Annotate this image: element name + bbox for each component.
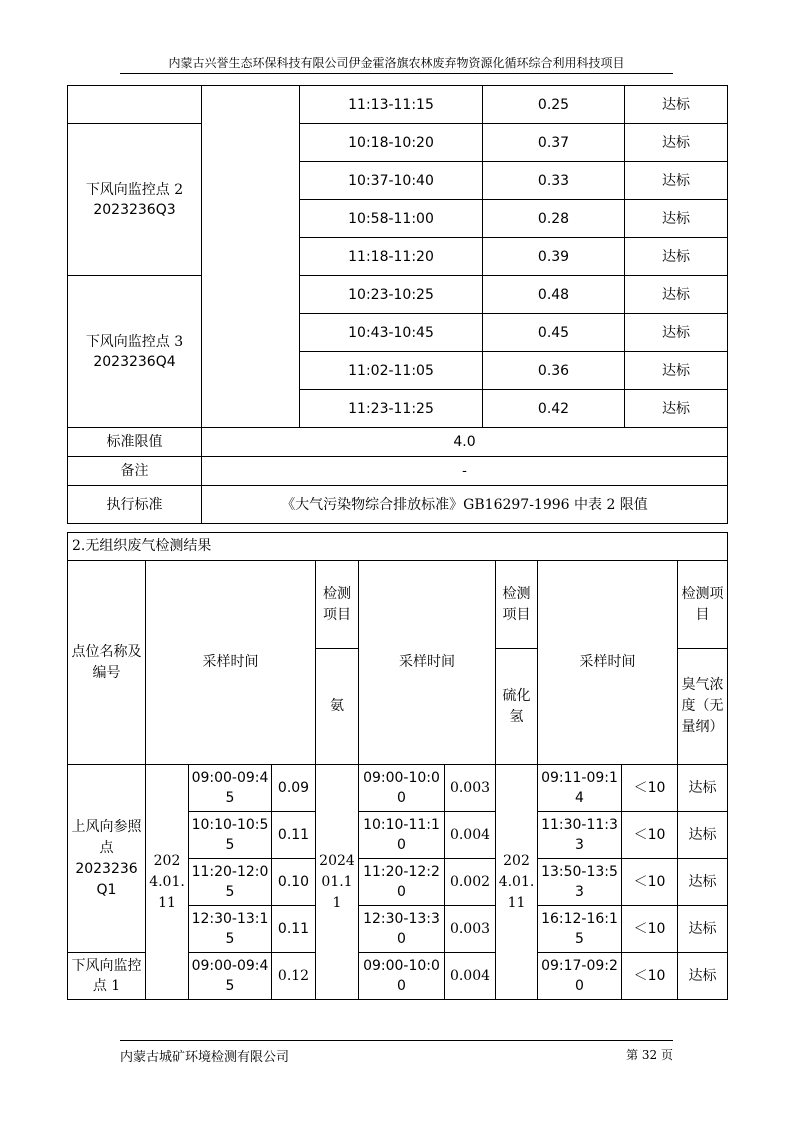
col-point-header: 点位名称及编号 xyxy=(68,561,146,765)
col-item-header: 检测项目 xyxy=(678,561,728,649)
result-cell: 达标 xyxy=(625,124,728,162)
item-h2s: 硫化氢 xyxy=(496,649,538,765)
footer-company: 内蒙古城矿环境检测有限公司 xyxy=(120,1050,290,1065)
monitoring-table-2 xyxy=(67,532,728,1000)
time-cell: 12:30-13:15 xyxy=(189,906,272,953)
table-row xyxy=(68,276,728,314)
time-cell: 10:23-10:25 xyxy=(300,276,483,314)
value-cell: 0.42 xyxy=(483,390,625,428)
result-cell: 达标 xyxy=(625,86,728,124)
monitoring-table-1 xyxy=(67,85,728,524)
odor-value: ＜10 xyxy=(622,859,678,906)
point-cell xyxy=(68,124,202,276)
time-cell: 09:17-09:20 xyxy=(538,953,622,1000)
time-cell: 11:30-11:33 xyxy=(538,812,622,859)
item-nh3: 氨 xyxy=(316,649,359,765)
point-code: 2023236Q1 xyxy=(75,860,138,898)
time-cell: 09:11-09:14 xyxy=(538,765,622,812)
nh3-value: 0.09 xyxy=(272,765,316,812)
odor-value: ＜10 xyxy=(622,765,678,812)
col-time-header: 采样时间 xyxy=(146,561,316,765)
point-name: 上风向参照点 xyxy=(71,818,142,856)
h2s-value: 0.004 xyxy=(445,953,496,1000)
limit-label: 标准限值 xyxy=(68,428,202,457)
value-cell: 0.33 xyxy=(483,162,625,200)
time-cell: 11:20-12:05 xyxy=(189,859,272,906)
date-cell: 2024 01.11 xyxy=(316,765,359,1000)
limit-row xyxy=(68,428,728,457)
remark-row xyxy=(68,457,728,486)
h2s-value: 0.004 xyxy=(445,812,496,859)
result-cell: 达标 xyxy=(625,276,728,314)
time-cell: 09:00-09:45 xyxy=(189,953,272,1000)
time-cell: 09:00-10:00 xyxy=(359,953,445,1000)
value-cell: 0.25 xyxy=(483,86,625,124)
point-cell: 下风向监控点 1 xyxy=(68,953,146,1000)
time-cell: 10:10-10:55 xyxy=(189,812,272,859)
limit-value: 4.0 xyxy=(202,428,728,457)
page-number: 第 32 页 xyxy=(626,1048,673,1062)
time-cell: 11:02-11:05 xyxy=(300,352,483,390)
result-cell: 达标 xyxy=(625,238,728,276)
time-cell: 13:50-13:53 xyxy=(538,859,622,906)
result-cell: 达标 xyxy=(625,162,728,200)
eval-cell: 达标 xyxy=(678,812,728,859)
time-cell: 12:30-13:30 xyxy=(359,906,445,953)
point-code: 2023236Q3 xyxy=(93,201,176,218)
section-row xyxy=(68,533,728,561)
date-cell: 2024.01.11 xyxy=(146,765,189,1000)
eval-cell: 达标 xyxy=(678,906,728,953)
footer-rule xyxy=(120,1040,673,1041)
table-row xyxy=(68,124,728,162)
point-cell xyxy=(68,765,146,953)
value-cell: 0.28 xyxy=(483,200,625,238)
time-cell: 11:13-11:15 xyxy=(300,86,483,124)
time-cell: 10:10-11:10 xyxy=(359,812,445,859)
result-cell: 达标 xyxy=(625,390,728,428)
h2s-value: 0.003 xyxy=(445,765,496,812)
value-cell: 0.48 xyxy=(483,276,625,314)
section-title: 2.无组织废气检测结果 xyxy=(68,533,728,561)
header-rule xyxy=(120,73,673,74)
point-cell-empty xyxy=(68,86,202,124)
eval-cell: 达标 xyxy=(678,953,728,1000)
value-cell: 0.37 xyxy=(483,124,625,162)
eval-cell: 达标 xyxy=(678,859,728,906)
point-name: 下风向监控点 2 xyxy=(85,181,184,198)
point-code: 2023236Q4 xyxy=(93,353,176,370)
value-cell: 0.39 xyxy=(483,238,625,276)
date-cell: 2024.01.11 xyxy=(496,765,538,1000)
item-odor: 臭气浓度（无量纲） xyxy=(678,649,728,765)
remark-value: - xyxy=(202,457,728,486)
col-item-header: 检测项目 xyxy=(496,561,538,649)
table-row xyxy=(68,86,728,124)
nh3-value: 0.11 xyxy=(272,906,316,953)
time-cell: 11:23-11:25 xyxy=(300,390,483,428)
time-cell: 09:00-10:00 xyxy=(359,765,445,812)
page-header: 内蒙古兴誉生态环保科技有限公司伊金霍洛旗农林废弃物资源化循环综合利用科技项目 xyxy=(168,56,625,70)
time-cell: 10:43-10:45 xyxy=(300,314,483,352)
time-cell: 10:58-11:00 xyxy=(300,200,483,238)
value-cell: 0.45 xyxy=(483,314,625,352)
date-cell-empty xyxy=(202,86,300,428)
eval-cell: 达标 xyxy=(678,765,728,812)
col-item-header: 检测项目 xyxy=(316,561,359,649)
header-row xyxy=(68,561,728,649)
col-time-header: 采样时间 xyxy=(359,561,496,765)
standard-value: 《大气污染物综合排放标准》GB16297-1996 中表 2 限值 xyxy=(202,486,728,524)
standard-label: 执行标准 xyxy=(68,486,202,524)
nh3-value: 0.11 xyxy=(272,812,316,859)
odor-value: ＜10 xyxy=(622,906,678,953)
result-cell: 达标 xyxy=(625,200,728,238)
value-cell: 0.36 xyxy=(483,352,625,390)
odor-value: ＜10 xyxy=(622,812,678,859)
h2s-value: 0.003 xyxy=(445,906,496,953)
col-time-header: 采样时间 xyxy=(538,561,678,765)
time-cell: 11:20-12:20 xyxy=(359,859,445,906)
time-cell: 09:00-09:45 xyxy=(189,765,272,812)
nh3-value: 0.12 xyxy=(272,953,316,1000)
h2s-value: 0.002 xyxy=(445,859,496,906)
time-cell: 10:18-10:20 xyxy=(300,124,483,162)
odor-value: ＜10 xyxy=(622,953,678,1000)
result-cell: 达标 xyxy=(625,314,728,352)
time-cell: 11:18-11:20 xyxy=(300,238,483,276)
time-cell: 10:37-10:40 xyxy=(300,162,483,200)
nh3-value: 0.10 xyxy=(272,859,316,906)
time-cell: 16:12-16:15 xyxy=(538,906,622,953)
point-name: 下风向监控点 3 xyxy=(85,333,184,350)
remark-label: 备注 xyxy=(68,457,202,486)
result-cell: 达标 xyxy=(625,352,728,390)
point-cell xyxy=(68,276,202,428)
standard-row xyxy=(68,486,728,524)
table-row xyxy=(68,765,728,812)
